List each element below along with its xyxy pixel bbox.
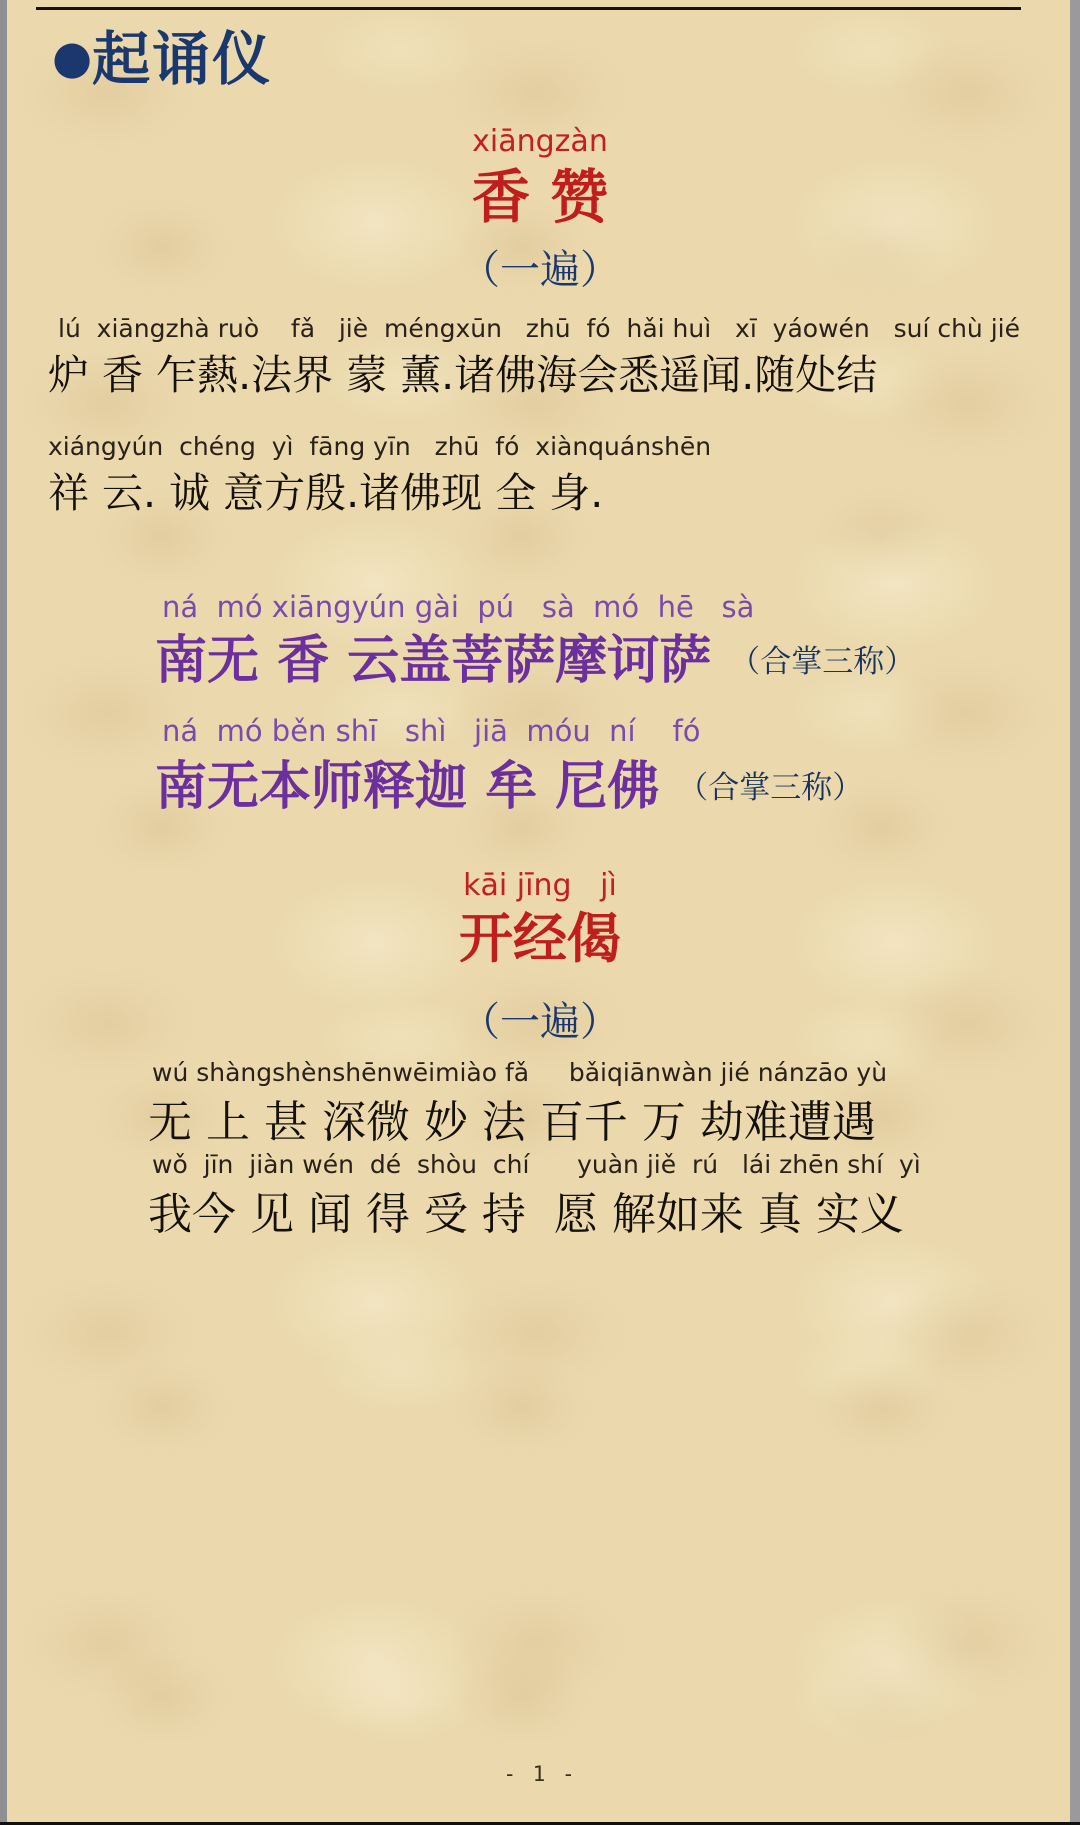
homage-line2-text: 南无本师释迦 牟 尼佛	[155, 756, 660, 817]
repeat-once-note-1: （一遍）	[460, 247, 620, 293]
page-number: - 1 -	[503, 1762, 577, 1786]
incense-line1-pinyin: lú xiāngzhà ruò fǎ jiè méngxūn zhū fó hǎi huì xī yáowén suí chù jié	[58, 314, 1020, 343]
homage-line1-text: 南无 香 云盖菩萨摩诃萨	[155, 630, 712, 691]
verse-line1-text: 无 上 甚 深微 妙 法 百千 万 劫难遭遇	[148, 1097, 876, 1148]
homage-line2	[155, 744, 863, 819]
homage-line2-pinyin: ná mó běn shī shì jiā móu ní fó	[162, 714, 701, 748]
section-heading-text: 起诵仪	[92, 25, 273, 93]
incense-praise-pinyin-title: xiāngzàn	[472, 124, 608, 159]
opening-verse-pinyin-title: kāi jīng jì	[463, 868, 617, 903]
incense-line2-pinyin: xiángyún chéng yì fāng yīn zhū fó xiànquánshēn	[48, 432, 712, 461]
palms-together-note-2: （合掌三称）	[677, 770, 864, 806]
incense-line2-text: 祥 云. 诚 意方殷.诸佛现 全 身.	[48, 469, 604, 517]
homage-line1-pinyin: ná mó xiāngyún gài pú sà mó hē sà	[162, 590, 755, 624]
homage-line1	[155, 618, 915, 693]
bullet-icon: ●	[52, 30, 93, 84]
incense-line1-text: 炉 香 乍爇.法界 蒙 薰.诸佛海会悉遥闻.随处结	[48, 351, 878, 399]
verse-line2-pinyin: wǒ jīn jiàn wén dé shòu chí yuàn jiě rú lái zhēn shí yì	[152, 1150, 921, 1179]
section-heading	[52, 25, 273, 93]
verse-line1-pinyin: wú shàngshènshēnwēimiào fǎ bǎiqiānwàn jié nánzāo yù	[152, 1058, 888, 1087]
repeat-once-note-2: （一遍）	[460, 999, 620, 1045]
verse-line2-text: 我今 见 闻 得 受 持 愿 解如来 真 实义	[148, 1189, 904, 1240]
palms-together-note-1: （合掌三称）	[729, 644, 916, 680]
top-rule	[36, 7, 1021, 10]
opening-verse-title: 开经偈	[459, 906, 621, 970]
incense-praise-title: 香 赞	[471, 163, 609, 231]
